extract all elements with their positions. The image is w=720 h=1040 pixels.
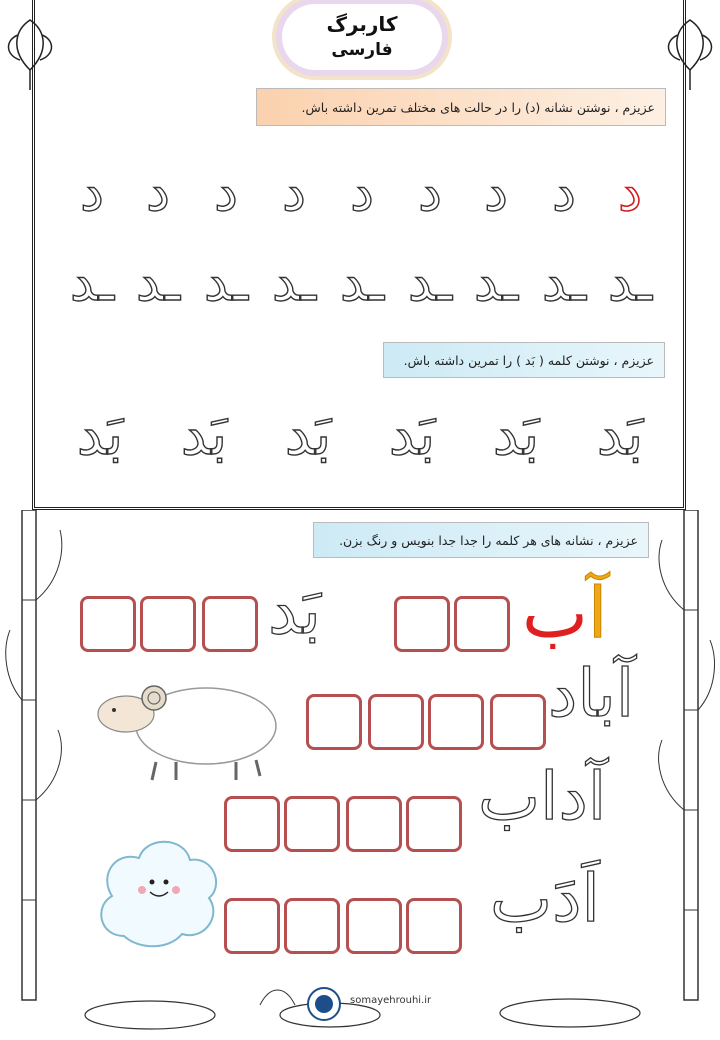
footer-site: somayehrouhi.ir <box>350 995 432 1006</box>
letter-box[interactable] <box>428 694 484 750</box>
title-line-2: فارسی <box>331 40 393 60</box>
logo-icon <box>306 986 342 1022</box>
letter-box[interactable] <box>224 796 280 852</box>
title-badge <box>282 4 442 70</box>
word-trace: بَد <box>284 400 332 468</box>
cloud-illustration <box>94 826 224 956</box>
letter-trace: د <box>145 160 171 223</box>
letter-trace: د <box>417 160 443 223</box>
letter-box[interactable] <box>224 898 280 954</box>
word-row <box>60 400 660 490</box>
letter-trace: د <box>213 160 239 223</box>
word-trace: بَد <box>76 400 124 468</box>
letter-trace: ـد <box>541 250 587 313</box>
bamboo-right-decoration <box>650 510 720 1010</box>
letter-box[interactable] <box>202 596 258 652</box>
letter-trace: ـد <box>473 250 519 313</box>
letter-box[interactable] <box>140 596 196 652</box>
word-letter-be: ب <box>522 572 588 654</box>
instruction-3: عزیزم ، نشانه های هر کلمه را جدا جدا بنویس و رنگ بزن. <box>313 522 649 558</box>
letter-box[interactable] <box>454 596 510 652</box>
letter-box[interactable] <box>406 898 462 954</box>
letter-box[interactable] <box>284 898 340 954</box>
letter-trace: ـد <box>407 250 453 313</box>
letter-box[interactable] <box>346 898 402 954</box>
letter-trace: ـد <box>271 250 317 313</box>
word-abad: آباد <box>548 655 635 732</box>
letter-trace: د <box>483 160 509 223</box>
word-adab: اَدَب <box>490 860 600 937</box>
letter-trace: ـد <box>69 250 115 313</box>
flower-decoration-right <box>660 10 720 90</box>
letter-trace: ـد <box>607 250 653 313</box>
letter-trace: د <box>349 160 375 223</box>
letter-row-2 <box>60 250 660 320</box>
letter-box[interactable] <box>406 796 462 852</box>
word-trace: بَد <box>596 400 644 468</box>
letter-trace: ـد <box>339 250 385 313</box>
letter-box[interactable] <box>490 694 546 750</box>
instruction-1: عزیزم ، نوشتن نشانه (د) را در حالت های مختلف تمرین داشته باش. <box>256 88 666 126</box>
word-trace: بَد <box>180 400 228 468</box>
letter-box[interactable] <box>80 596 136 652</box>
title-line-1: کاربرگ <box>326 12 398 36</box>
letter-box[interactable] <box>394 596 450 652</box>
letter-trace: د <box>551 160 577 223</box>
word-aab <box>522 572 607 654</box>
word-trace: بَد <box>492 400 540 468</box>
letter-trace: ـد <box>135 250 181 313</box>
letter-trace: ـد <box>203 250 249 313</box>
sheep-illustration <box>86 676 286 786</box>
flower-decoration-left <box>0 10 60 90</box>
letter-box[interactable] <box>284 796 340 852</box>
letter-trace: د <box>281 160 307 223</box>
letter-box[interactable] <box>306 694 362 750</box>
bamboo-left-decoration <box>0 510 70 1010</box>
instruction-2: عزیزم ، نوشتن کلمه ( بَد ) را تمرین داشته باش. <box>383 342 665 378</box>
letter-box[interactable] <box>346 796 402 852</box>
letter-row-1 <box>60 160 660 230</box>
letter-trace: د <box>79 160 105 223</box>
word-trace: بَد <box>388 400 436 468</box>
letter-trace: د <box>617 160 643 223</box>
word-bad: بَد <box>268 572 322 649</box>
word-adab-long: آداب <box>478 758 607 835</box>
letter-box[interactable] <box>368 694 424 750</box>
word-letter-alef-madd: آ <box>587 572 608 654</box>
